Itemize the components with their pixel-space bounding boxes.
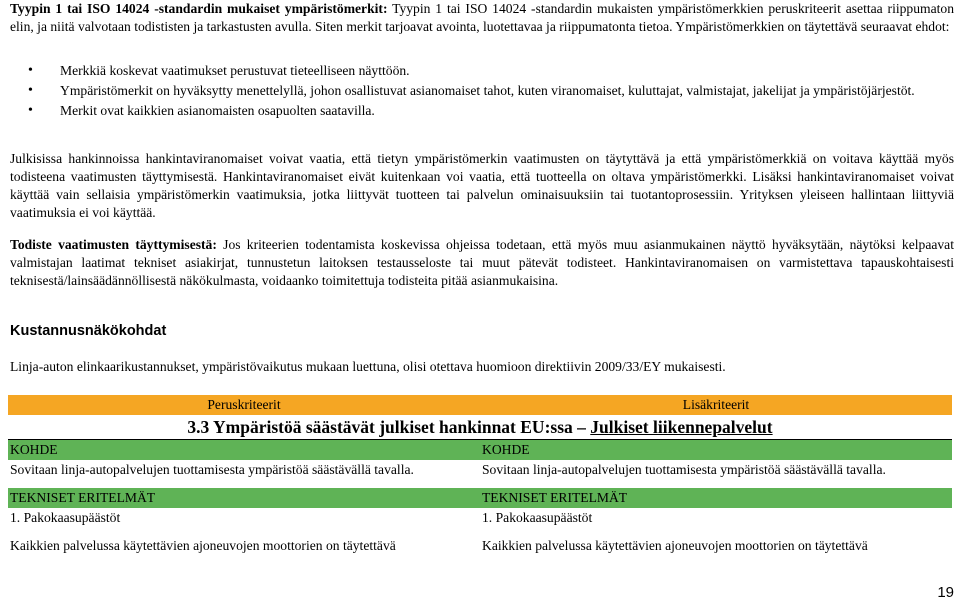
additional-criteria-header: Lisäkriteerit: [480, 395, 952, 415]
list-item: • Merkkiä koskevat vaatimukset perustuvat tieteelliseen näyttöön.: [10, 62, 954, 80]
intro-bold: Tyypin 1 tai ISO 14024 -standardin mukaiset ympäristömerkit:: [10, 1, 388, 16]
table-title-underlined: Julkiset liikennepalvelut: [590, 417, 773, 437]
evidence-bold: Todiste vaatimusten täyttymisestä:: [10, 237, 217, 252]
subject-left: Sovitaan linja-autopalvelujen tuottamisesta ympäristöä säästävällä tavalla.: [10, 462, 414, 477]
engines-left: Kaikkien palvelussa käytettävien ajoneuvojen moottorien on täytettävä: [10, 538, 396, 553]
criteria-list: [10, 62, 954, 122]
kohde-left: KOHDE: [8, 440, 480, 461]
tech-spec-left: TEKNISET ERITELMÄT: [8, 488, 480, 508]
criteria-table: [8, 395, 952, 556]
section-heading: Kustannusnäkökohdat: [10, 323, 167, 339]
table-title: [8, 415, 952, 440]
page-number: 19: [937, 584, 954, 601]
kohde-right: KOHDE: [480, 440, 952, 461]
evidence-paragraph: [10, 236, 954, 290]
subject-right: Sovitaan linja-autopalvelujen tuottamisesta ympäristöä säästävällä tavalla.: [482, 462, 886, 477]
engines-right: Kaikkien palvelussa käytettävien ajoneuvojen moottorien on täytettävä: [482, 538, 868, 553]
emissions-right: 1. Pakokaasupäästöt: [482, 510, 593, 525]
evidence-text: Jos kriteerien todentamista koskevissa ohjeissa todetaan, että myös muu asianmukainen näyttö hyväksytään, näytöksi kelpaavat valmistajan laatimat tekniset asiakirjat, tunnustetun laitoksen testausseloste tai muut pätevät todisteet. Hankintaviranomaisen on varmistettava tapauskohtaisesti teknisestä/lainsäädännöllisestä näkökulmasta, voidaanko toimitettuja todisteita pitää asianmukaisina.: [10, 237, 954, 288]
intro-text: Tyypin 1 tai ISO 14024 -standardin mukaisten ympäristömerkkien peruskriteerit asettaa riippumaton elin, ja niitä valvotaan todististen ja tarkastusten avulla. Siten merkit tarjoavat avointa, luotettavaa ja riippumatonta tietoa. Ympäristömerkkien on täytettävä seuraavat ehdot:: [10, 1, 955, 34]
table-title-prefix: 3.3 Ympäristöä säästävät julkiset hankinnat EU:ssa –: [187, 417, 591, 437]
procurement-paragraph: Julkisissa hankinnoissa hankintaviranomaiset voivat vaatia, että tietyn ympäristömerkin vaatimusten on täytyttävä ja että ympäristömerkkiä on voitava käyttää myös todisteena vaatimusten täyttymisestä. Hankintaviranomaiset eivät kuitenkaan voi vaatia, että tuotteella on oltava ympäristömerkki. Lisäksi hankintaviranomaiset voivat käyttää vain sellaisia ympäristömerkin vaatimuksia, jotka liittyvät tuotteen tai palvelun ominaisuuksiin tai tuotantoprosessiin. Yrityksen yleiseen hallintaan liittyviä vaatimuksia ei voi käyttää.: [10, 151, 954, 220]
list-item: • Merkit ovat kaikkien asianomaisten osapuolten saatavilla.: [10, 102, 954, 120]
core-criteria-header: Peruskriteerit: [8, 395, 480, 415]
emissions-left: 1. Pakokaasupäästöt: [10, 510, 121, 525]
list-item: • Ympäristömerkit on hyväksytty menettelyllä, johon osallistuvat asianomaiset tahot, kuten viranomaiset, kuluttajat, valmistajat, jakelijat ja ympäristöjärjestöt.: [10, 82, 954, 100]
intro-paragraph: [10, 0, 954, 36]
tech-spec-right: TEKNISET ERITELMÄT: [480, 488, 952, 508]
cost-paragraph: Linja-auton elinkaarikustannukset, ympäristövaikutus mukaan luettuna, olisi otettava huomioon direktiivin 2009/33/EY mukaisesti.: [10, 359, 726, 374]
